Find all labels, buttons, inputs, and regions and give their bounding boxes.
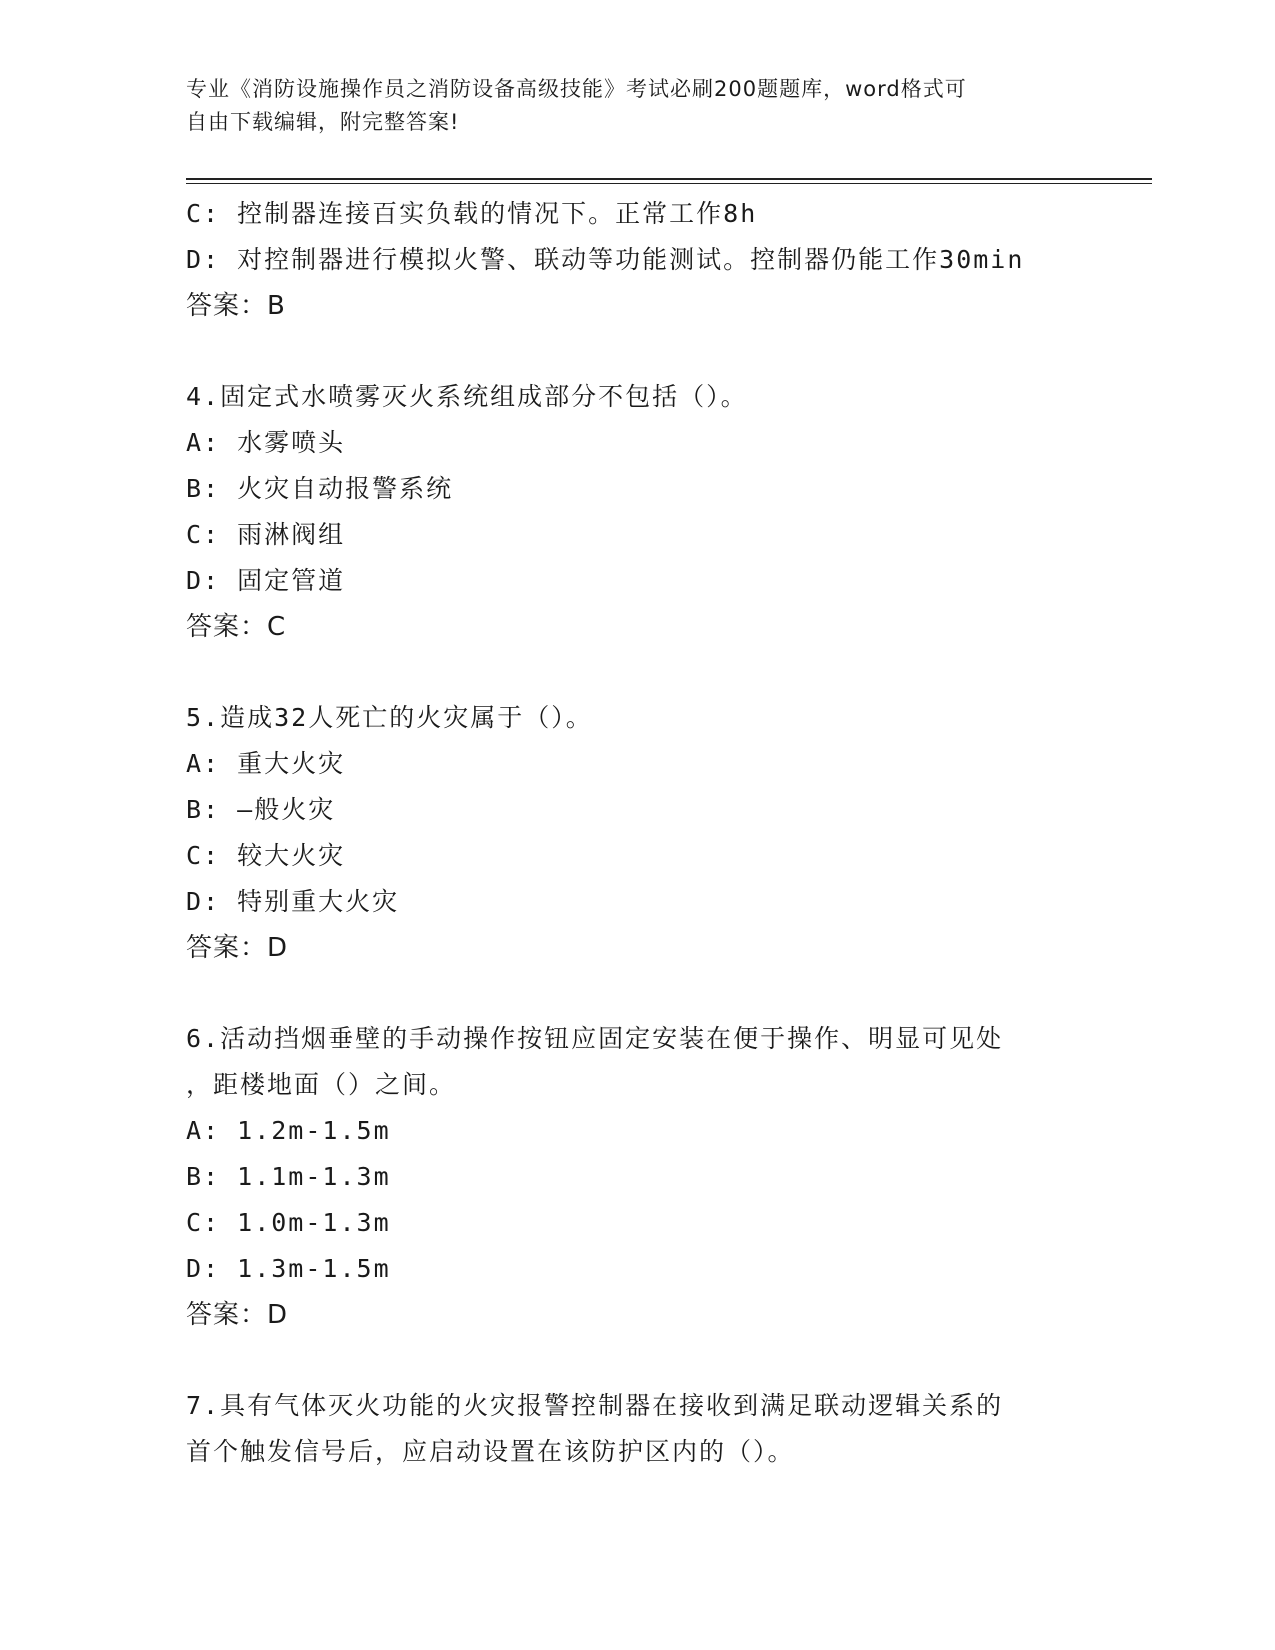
option-b: B: —般火灾 xyxy=(186,795,336,824)
question-stem-line-1: 7.具有气体灭火功能的火灾报警控制器在接收到满足联动逻辑关系的 xyxy=(186,1391,1004,1420)
header-divider-thin xyxy=(186,183,1152,184)
option-d: D: 对控制器进行模拟火警、联动等功能测试。控制器仍能工作30min xyxy=(186,245,1025,274)
question-stem-line-2: ，距楼地面（）之间。 xyxy=(186,1070,457,1099)
option-d: D: 固定管道 xyxy=(186,566,346,595)
option-c: C: 较大火灾 xyxy=(186,841,346,870)
header-line-2: 自由下载编辑，附完整答案! xyxy=(186,110,460,134)
option-d: D: 1.3m-1.5m xyxy=(186,1254,391,1283)
question-stem: 4.固定式水喷雾灭火系统组成部分不包括（）。 xyxy=(186,382,748,411)
question-3-continuation xyxy=(186,191,1086,329)
question-stem-line-2: 首个触发信号后，应启动设置在该防护区内的（）。 xyxy=(186,1437,795,1466)
option-c: C: 1.0m-1.3m xyxy=(186,1208,391,1237)
question-list xyxy=(186,191,1086,1475)
option-a: A: 1.2m-1.5m xyxy=(186,1116,391,1145)
question-7 xyxy=(186,1383,1086,1475)
option-b: B: 1.1m-1.3m xyxy=(186,1162,391,1191)
question-5 xyxy=(186,695,1086,971)
answer-label: 答案：B xyxy=(186,291,286,321)
question-stem: 5.造成32人死亡的火灾属于（）。 xyxy=(186,703,593,732)
answer-label: 答案：D xyxy=(186,933,289,963)
option-a: A: 重大火灾 xyxy=(186,749,346,778)
option-d: D: 特别重大火灾 xyxy=(186,887,400,916)
question-6 xyxy=(186,1016,1086,1338)
answer-label: 答案：D xyxy=(186,1300,289,1330)
header-divider-thick xyxy=(186,178,1152,180)
document-header xyxy=(186,73,1086,139)
option-c: C: 控制器连接百实负载的情况下。正常工作8h xyxy=(186,199,758,228)
answer-label: 答案：C xyxy=(186,612,287,642)
question-4 xyxy=(186,374,1086,650)
option-c: C: 雨淋阀组 xyxy=(186,520,346,549)
option-b: B: 火灾自动报警系统 xyxy=(186,474,454,503)
header-line-1: 专业《消防设施操作员之消防设备高级技能》考试必刷200题题库，word格式可 xyxy=(186,77,967,101)
question-stem-line-1: 6.活动挡烟垂壁的手动操作按钮应固定安装在便于操作、明显可见处 xyxy=(186,1024,1004,1053)
option-a: A: 水雾喷头 xyxy=(186,428,346,457)
